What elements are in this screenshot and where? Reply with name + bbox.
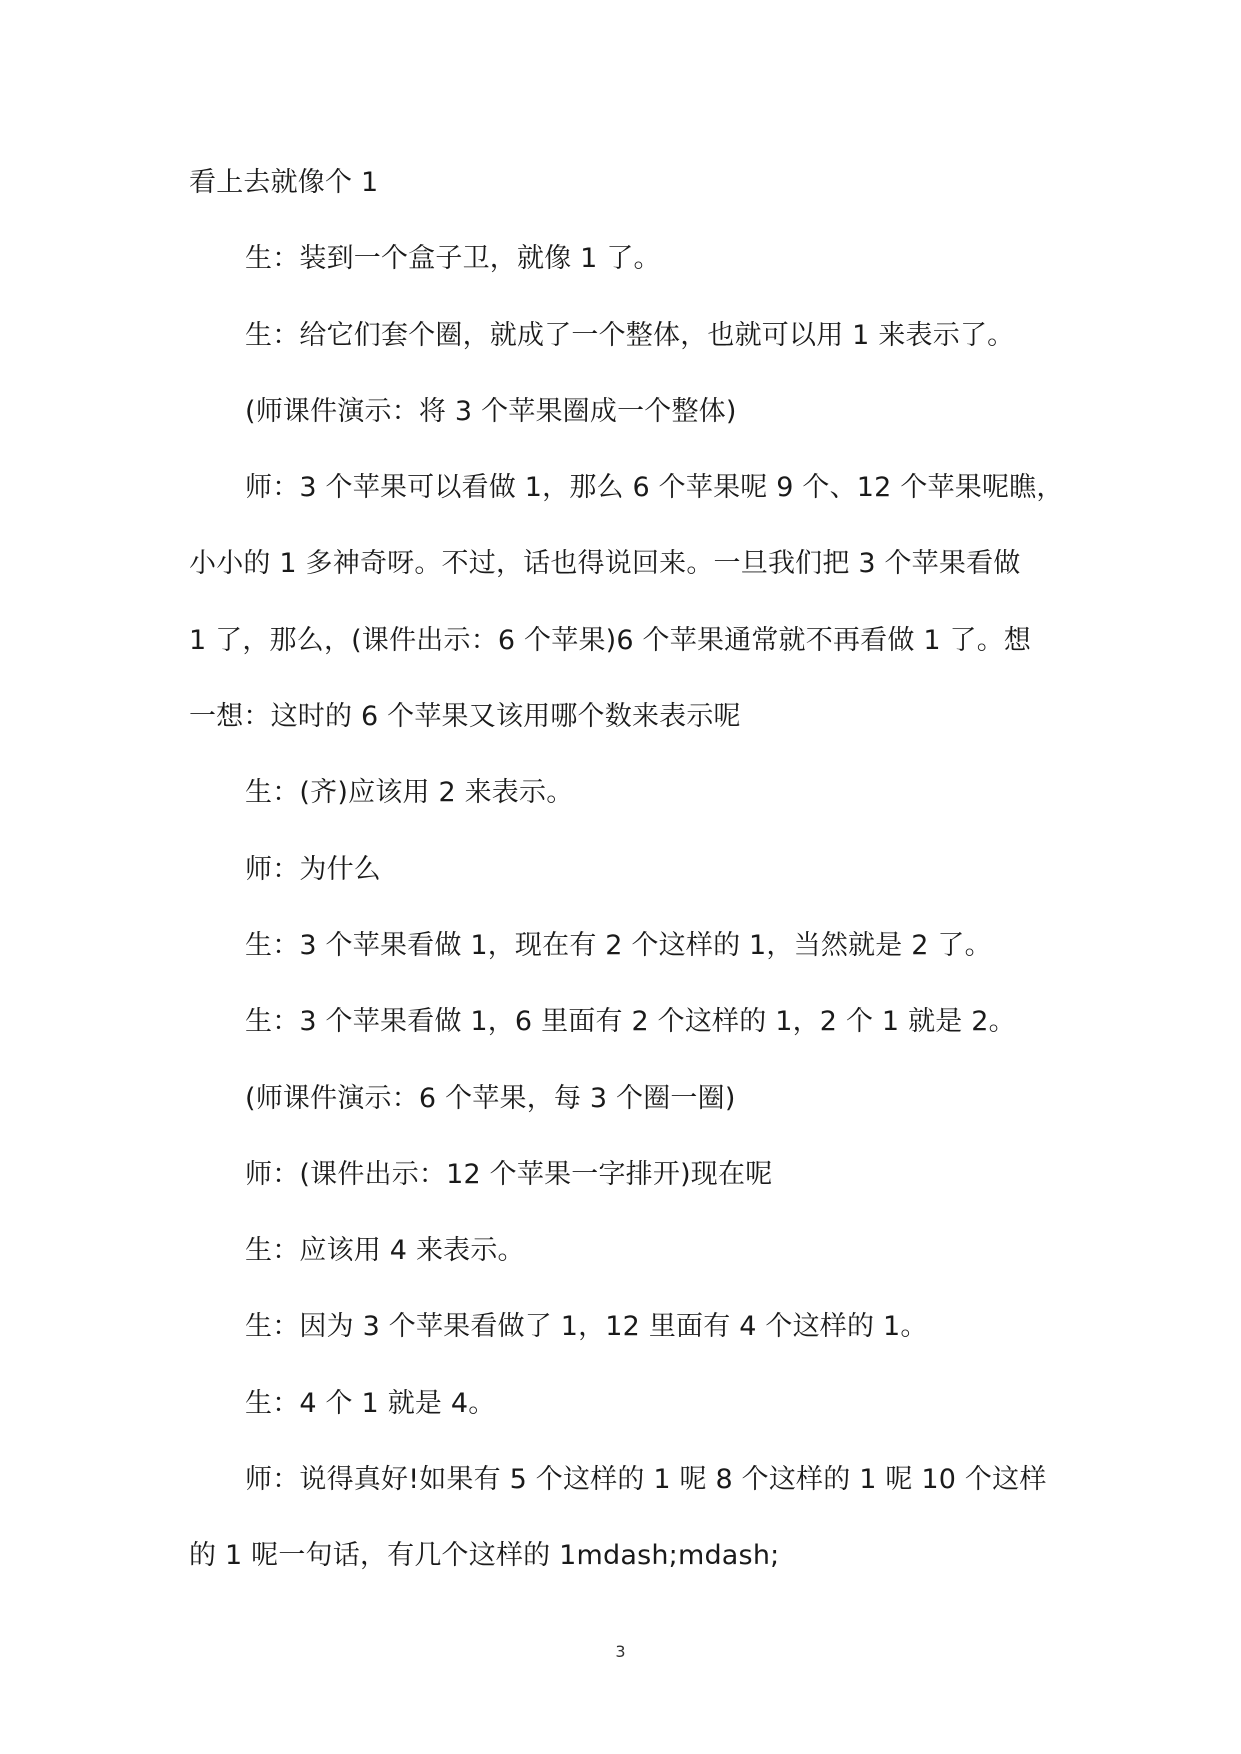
text-line: 生：装到一个盒子卫，就像 1 了。 [245, 243, 661, 275]
text-line: 看上去就像个 1 [189, 167, 379, 198]
body-text [189, 145, 1069, 1595]
text-line: 师：(课件出示：12 个苹果一字排开)现在呢 [245, 1158, 773, 1190]
text-line: 生：给它们套个圈，就成了一个整体，也就可以用 1 来表示了。 [245, 319, 1015, 351]
text-line: 生：4 个 1 就是 4。 [245, 1387, 496, 1419]
text-line: 师：3 个苹果可以看做 1，那么 6 个苹果呢 9 个、12 个苹果呢瞧， [245, 472, 1064, 504]
text-line: 的 1 呢一句话，有几个这样的 1mdash;mdash; [189, 1540, 780, 1572]
text-line: 生：因为 3 个苹果看做了 1，12 里面有 4 个这样的 1。 [245, 1311, 928, 1343]
text-line: 生：3 个苹果看做 1，现在有 2 个这样的 1，当然就是 2 了。 [245, 929, 992, 961]
text-line: 生：3 个苹果看做 1，6 里面有 2 个这样的 1，2 个 1 就是 2。 [245, 1006, 1016, 1038]
text-line: 师：为什么 [245, 853, 381, 885]
text-line: 小小的 1 多神奇呀。不过，话也得说回来。一旦我们把 3 个苹果看做 [189, 548, 1021, 580]
text-line: 师：说得真好!如果有 5 个这样的 1 呢 8 个这样的 1 呢 10 个这样 [245, 1464, 1047, 1496]
text-line: (师课件演示：6 个苹果，每 3 个圈一圈) [245, 1082, 736, 1114]
text-line: 生：应该用 4 来表示。 [245, 1235, 525, 1267]
text-line: 1 了，那么，(课件出示：6 个苹果)6 个苹果通常就不再看做 1 了。想 [189, 624, 1032, 656]
page-number: 3 [615, 1642, 626, 1661]
text-line: (师课件演示：将 3 个苹果圈成一个整体) [245, 395, 737, 427]
text-line: 生：(齐)应该用 2 来表示。 [245, 777, 574, 809]
text-line: 一想：这时的 6 个苹果又该用哪个数来表示呢 [189, 701, 741, 733]
